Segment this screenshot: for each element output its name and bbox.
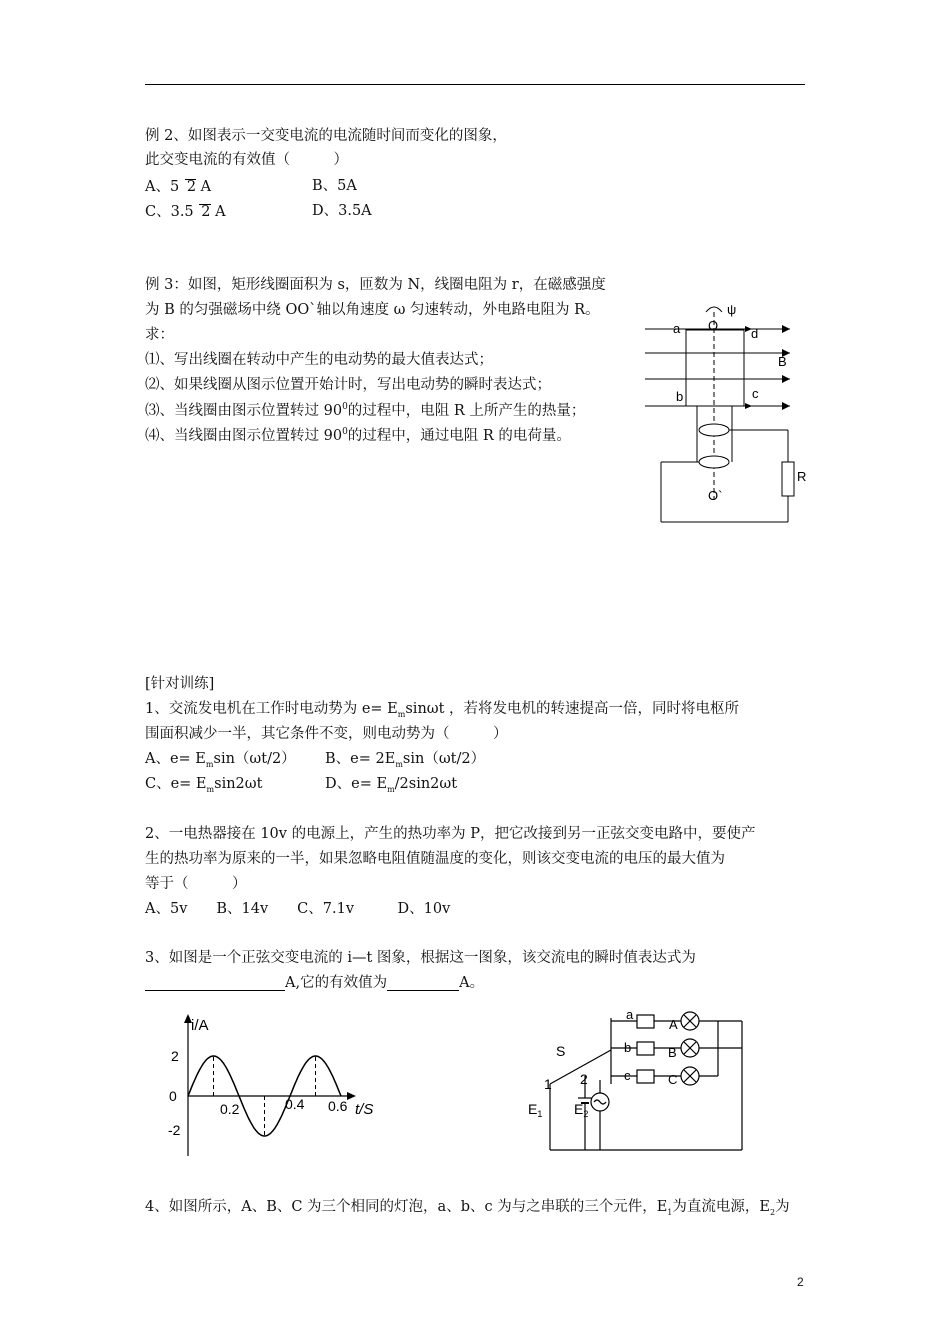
practice-q3-line2: A,它的有效值为 A。	[145, 976, 484, 991]
ytick-neg2: -2	[168, 1122, 181, 1138]
ex2-option-d: D、3.5A	[312, 203, 372, 219]
xtick-0-2: 0.2	[220, 1101, 240, 1117]
label-elem-c: c	[624, 1068, 631, 1083]
practice-q2-line1: 2、一电热器接在 10v 的电源上，产生的热功率为 P，把它改接到另一正弦交变电路中，要使产	[145, 826, 756, 842]
practice-q4-line1: 4、如图所示，A、B、C 为三个相同的灯泡，a、b、c 为与之串联的三个元件，$E_1$为直流电源，$E_2$为	[145, 1199, 790, 1217]
xtick-0-6: 0.6	[328, 1098, 348, 1114]
xtick-0-4: 0.4	[285, 1096, 305, 1112]
ex3-q3: ⑶、当线圈由图示位置转过 $90^0$的过程中，电阻 R 上所产生的热量；	[145, 402, 586, 419]
sqrt-symbol: 2	[201, 204, 211, 220]
practice-heading: [针对训练]	[145, 676, 215, 692]
practice-q1-option-a: A、$e= E_m\sin(\omega t/2)$	[145, 751, 296, 769]
graph-xlabel: t/S	[355, 1101, 374, 1118]
label-elem-a: a	[626, 1007, 634, 1022]
answer-blank-expression[interactable]	[145, 990, 285, 991]
label-terminal-2: 2	[580, 1071, 588, 1087]
label-psi: ψ	[727, 302, 737, 317]
ex2-option-a: A、5 2 A	[145, 179, 212, 195]
ex3-q1: ⑴、写出线圈在转动中产生的电动势的最大值表达式；	[145, 352, 493, 368]
ex2-line2: 此交变电流的有效值（ ）	[145, 152, 348, 168]
ex3-q4: ⑷、当线圈由图示位置转过 $90^0$的过程中，通过电阻 R 的电荷量。	[145, 427, 571, 444]
page-number: 2	[797, 1275, 804, 1289]
sine-graph	[160, 1010, 400, 1162]
practice-q1-option-b: B、$e= 2E_m\sin(\omega t/2)$	[325, 751, 486, 769]
ex2-line1: 例 2、如图表示一交变电流的电流随时间而变化的图象，	[145, 128, 507, 144]
ex2-option-c: C、3.5 2 A	[145, 204, 226, 220]
label-e2: $E_2$	[574, 1101, 589, 1119]
label-o-prime: O`	[708, 488, 723, 503]
label-d: d	[751, 326, 759, 341]
header-rule	[145, 84, 805, 85]
circuit-figure	[520, 1005, 750, 1157]
answer-blank-effective[interactable]	[387, 990, 459, 991]
label-switch-s: S	[556, 1043, 566, 1059]
ex3-line1: 例 3：如图，矩形线圈面积为 s，匝数为 N，线圈电阻为 r，在磁感强度	[145, 277, 606, 293]
practice-q3-line1: 3、如图是一个正弦交变电流的 i—t 图象，根据这一图象，该交流电的瞬时值表达式为	[145, 950, 696, 966]
label-field-b: B	[778, 354, 787, 369]
ex3-line2: 为 B 的匀强磁场中绕 OO`轴以角速度 ω 匀速转动，外电路电阻为 R。	[145, 302, 600, 318]
label-lamp-a: A	[669, 1017, 678, 1032]
label-e1: $E_1$	[528, 1101, 543, 1119]
practice-q2-options: A、5v B、14v C、7.1v D、10v	[145, 901, 451, 917]
practice-q1-line2: 围面积减少一半，其它条件不变，则电动势为（ ）	[145, 726, 508, 742]
graph-ylabel: i/A	[191, 1017, 209, 1034]
label-c: c	[752, 386, 759, 401]
practice-q1-line1: 1、交流发电机在工作时电动势为 $e= E_m\sin\omega t$ ，若将发电机的转速提高一倍，同时将电枢所	[145, 701, 740, 719]
ex3-q2: ⑵、如果线圈从图示位置开始计时，写出电动势的瞬时表达式；	[145, 377, 551, 393]
label-lamp-c: C	[668, 1072, 678, 1087]
label-terminal-1: 1	[544, 1076, 552, 1092]
ex3-line3: 求：	[145, 327, 174, 343]
practice-q1-option-d: D、$e= E_m/2\sin 2\omega t$	[325, 776, 458, 794]
practice-q2-line2: 生的热功率为原来的一半，如果忽略电阻值随温度的变化，则该交变电流的电压的最大值为	[145, 851, 725, 867]
label-r: R	[797, 469, 807, 484]
label-a: a	[673, 321, 681, 336]
label-elem-b: b	[624, 1040, 632, 1055]
sqrt-symbol: 2	[186, 179, 197, 195]
practice-q2-line3: 等于（ ）	[145, 876, 247, 892]
label-o: O	[708, 318, 719, 333]
practice-q1-option-c: C、$e= E_m\sin 2\omega t$	[145, 776, 263, 794]
label-lamp-b: B	[668, 1045, 677, 1060]
ex2-option-b: B、5A	[312, 178, 357, 194]
label-b: b	[676, 389, 684, 404]
ytick-0: 0	[169, 1088, 177, 1104]
generator-figure	[640, 296, 810, 528]
ytick-2: 2	[171, 1048, 179, 1064]
